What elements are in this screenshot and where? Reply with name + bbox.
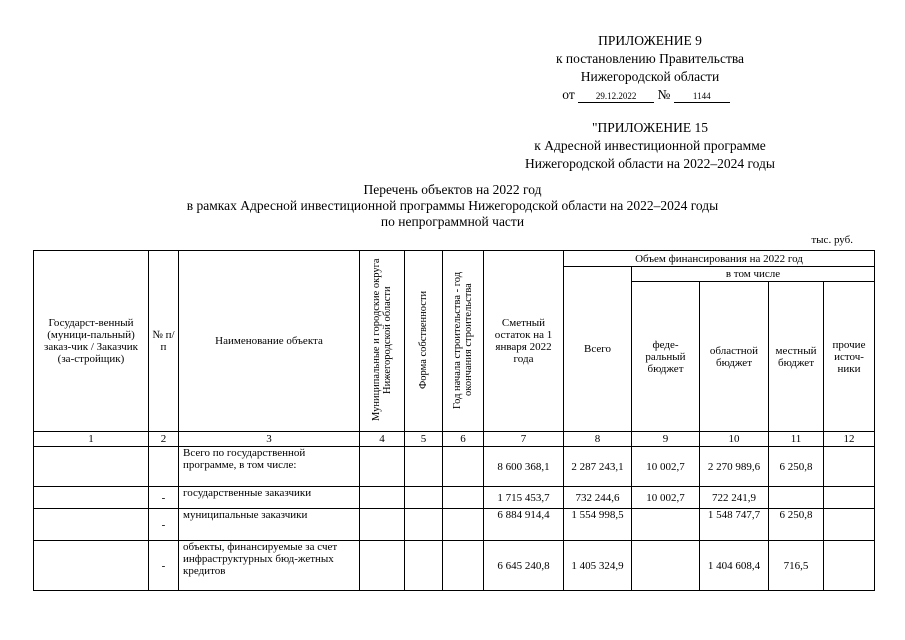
cell-regional: 2 270 989,6 [700, 447, 769, 487]
date-value: 29.12.2022 [578, 91, 654, 103]
cell-years [443, 447, 484, 487]
cell-years [443, 509, 484, 541]
col-number: 12 [824, 432, 875, 447]
cell-federal [632, 509, 700, 541]
cell-regional: 1 548 747,7 [700, 509, 769, 541]
unit-label: тыс. руб. [811, 234, 853, 246]
document-title [0, 182, 905, 230]
appendix-date-line [496, 86, 796, 104]
sub-header-line-2: к Адресной инвестиционной программе [534, 138, 766, 153]
cell-num [149, 447, 179, 487]
header-including: в том числе [632, 267, 875, 282]
cell-years [443, 541, 484, 591]
column-numbers-row [34, 432, 875, 447]
cell-district [360, 509, 405, 541]
col-number: 7 [484, 432, 564, 447]
table-row [34, 487, 875, 509]
cell-regional: 722 241,9 [700, 487, 769, 509]
cell-ownership [405, 541, 443, 591]
col-number: 4 [360, 432, 405, 447]
header-regional: областной бюджет [700, 282, 769, 432]
col-number: 6 [443, 432, 484, 447]
cell-name: муниципальные заказчики [179, 509, 360, 541]
header-years: Год начала строительства - год окончания строительства [443, 251, 484, 432]
header-estimate: Сметный остаток на 1 января 2022 года [484, 251, 564, 432]
appendix-title: ПРИЛОЖЕНИЕ 9 [598, 33, 702, 48]
cell-ownership [405, 509, 443, 541]
cell-name: государственные заказчики [179, 487, 360, 509]
objects-table [33, 250, 875, 591]
cell-federal: 10 002,7 [632, 487, 700, 509]
header-local: местный бюджет [769, 282, 824, 432]
cell-other [824, 509, 875, 541]
cell-estimate: 8 600 368,1 [484, 447, 564, 487]
cell-local: 6 250,8 [769, 509, 824, 541]
number-value: 1144 [674, 91, 730, 103]
table-row [34, 447, 875, 487]
cell-federal: 10 002,7 [632, 447, 700, 487]
header-num: № п/п [149, 251, 179, 432]
col-number: 8 [564, 432, 632, 447]
cell-federal [632, 541, 700, 591]
cell-customer [34, 447, 149, 487]
title-line-2: в рамках Адресной инвестиционной программы Нижегородской области на 2022–2024 годы [186, 198, 719, 213]
cell-num: - [149, 541, 179, 591]
cell-regional: 1 404 608,4 [700, 541, 769, 591]
col-number: 3 [179, 432, 360, 447]
cell-ownership [405, 487, 443, 509]
sub-header-line-1: "ПРИЛОЖЕНИЕ 15 [591, 120, 709, 135]
cell-total: 732 244,6 [564, 487, 632, 509]
cell-estimate: 6 884 914,4 [484, 509, 564, 541]
cell-total: 1 554 998,5 [564, 509, 632, 541]
cell-local: 716,5 [769, 541, 824, 591]
col-number: 11 [769, 432, 824, 447]
cell-other [824, 487, 875, 509]
table-row [34, 509, 875, 541]
cell-district [360, 541, 405, 591]
cell-estimate: 1 715 453,7 [484, 487, 564, 509]
from-label: от [562, 87, 575, 102]
header-financing: Объем финансирования на 2022 год [564, 251, 875, 267]
cell-local [769, 487, 824, 509]
sub-header-line-3: Нижегородской области на 2022–2024 годы [525, 156, 775, 171]
cell-other [824, 541, 875, 591]
header-other: прочие источ-ники [824, 282, 875, 432]
cell-years [443, 487, 484, 509]
header-federal: феде-ральный бюджет [632, 282, 700, 432]
cell-estimate: 6 645 240,8 [484, 541, 564, 591]
appendix-line-2: к постановлению Правительства [555, 51, 745, 66]
header-name: Наименование объекта [179, 251, 360, 432]
appendix-header [500, 32, 800, 104]
cell-district [360, 447, 405, 487]
cell-customer [34, 509, 149, 541]
header-total: Всего [564, 267, 632, 432]
header-ownership: Форма собственности [405, 251, 443, 432]
cell-local: 6 250,8 [769, 447, 824, 487]
appendix-line-3: Нижегородской области [580, 69, 720, 84]
cell-name: Всего по государственной программе, в том числе: [179, 447, 360, 487]
title-line-1: Перечень объектов на 2022 год [363, 182, 542, 197]
cell-customer [34, 541, 149, 591]
col-number: 5 [405, 432, 443, 447]
cell-name: объекты, финансируемые за счет инфраструктурных бюд-жетных кредитов [179, 541, 360, 591]
header-customer: Государст-венный (муници-пальный) заказ-чик / Заказчик (за-стройщик) [34, 251, 149, 432]
cell-customer [34, 487, 149, 509]
title-line-3: по непрограммной части [380, 214, 525, 229]
cell-other [824, 447, 875, 487]
cell-num: - [149, 509, 179, 541]
header-district: Муниципальные и городские округа Нижегородской области [360, 251, 405, 432]
col-number: 2 [149, 432, 179, 447]
cell-total: 2 287 243,1 [564, 447, 632, 487]
cell-num: - [149, 487, 179, 509]
cell-ownership [405, 447, 443, 487]
table-row [34, 541, 875, 591]
col-number: 1 [34, 432, 149, 447]
sub-header [500, 119, 800, 173]
number-label: № [657, 87, 671, 102]
col-number: 9 [632, 432, 700, 447]
cell-total: 1 405 324,9 [564, 541, 632, 591]
cell-district [360, 487, 405, 509]
col-number: 10 [700, 432, 769, 447]
